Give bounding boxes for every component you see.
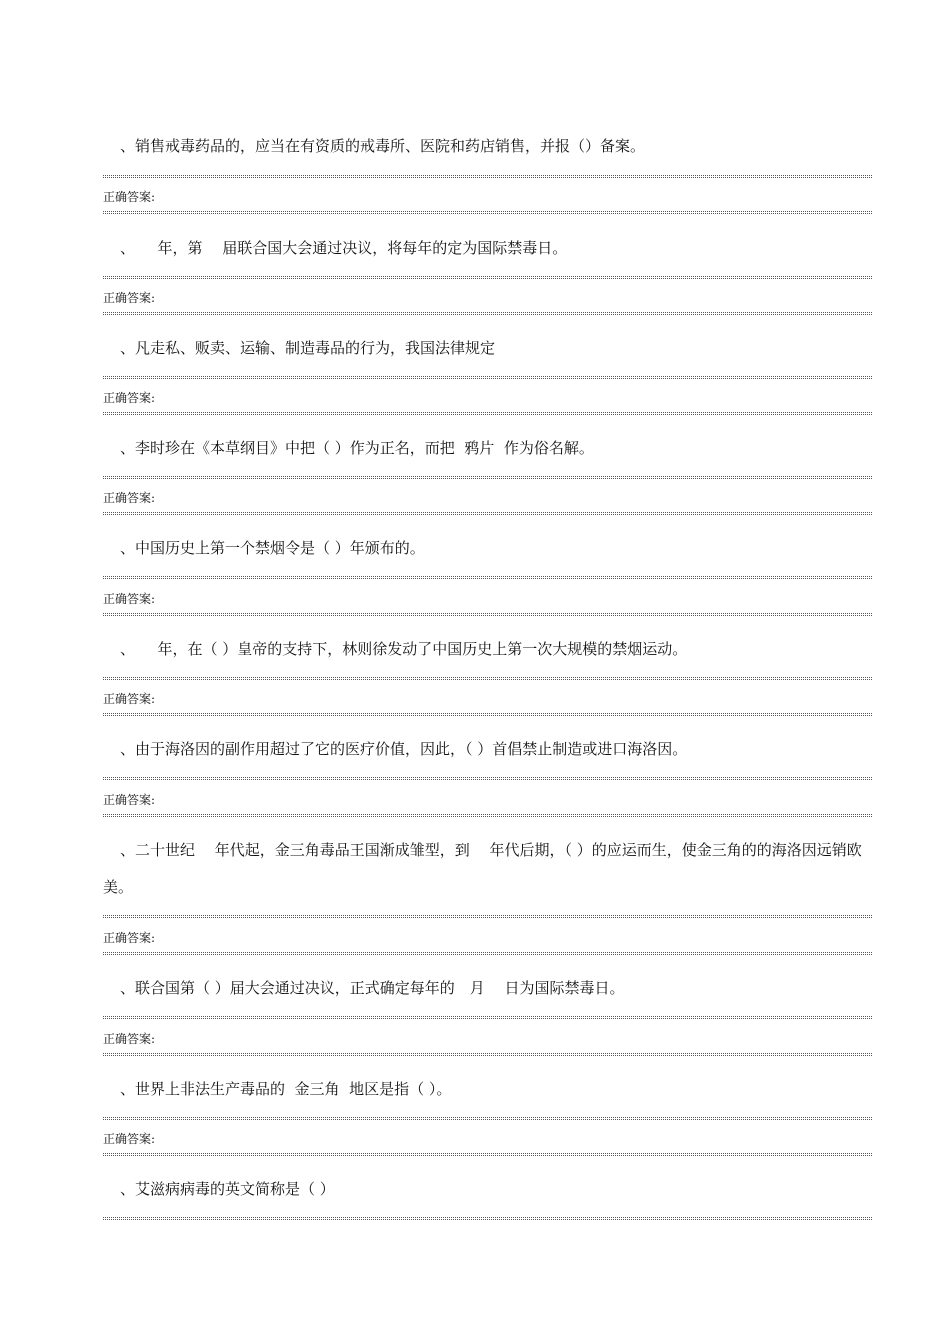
divider [103, 915, 872, 918]
question-9: 、联合国第（ ）届大会通过决议，正式确定每年的 月 日为国际禁毒日。 [120, 979, 625, 997]
divider [103, 1117, 872, 1120]
divider [103, 1217, 872, 1220]
divider [103, 777, 872, 780]
question-2: 、 年，第 届联合国大会通过决议，将每年的定为国际禁毒日。 [120, 239, 568, 257]
question-5: 、中国历史上第一个禁烟令是（ ）年颁布的。 [120, 539, 425, 557]
answer-label-4: 正确答案: [103, 491, 156, 505]
divider [103, 276, 872, 279]
answer-label-6: 正确答案: [103, 692, 156, 706]
divider [103, 1053, 872, 1056]
divider [103, 713, 872, 716]
divider [103, 312, 872, 315]
answer-label-5: 正确答案: [103, 592, 156, 606]
divider [103, 512, 872, 515]
divider [103, 376, 872, 379]
divider [103, 211, 872, 214]
answer-label-3: 正确答案: [103, 391, 156, 405]
divider [103, 576, 872, 579]
question-11: 、艾滋病病毒的英文简称是（ ） [120, 1180, 335, 1198]
divider [103, 677, 872, 680]
answer-label-1: 正确答案: [103, 190, 156, 204]
question-10: 、世界上非法生产毒品的 金三角 地区是指（ ）。 [120, 1080, 452, 1098]
answer-label-9: 正确答案: [103, 1032, 156, 1046]
question-4: 、李时珍在《本草纲目》中把（ ）作为正名，而把 鸦片 作为俗名解。 [120, 439, 594, 457]
divider [103, 1016, 872, 1019]
divider [103, 814, 872, 817]
question-8: 、二十世纪 年代起，金三角毒品王国渐成雏型，到 年代后期，（ ）的应运而生，使金三角的的海洛因远销欧美。 [103, 841, 862, 896]
answer-label-7: 正确答案: [103, 793, 156, 807]
divider [103, 175, 872, 178]
question-6: 、 年，在（ ）皇帝的支持下，林则徐发动了中国历史上第一次大规模的禁烟运动。 [120, 640, 688, 658]
divider [103, 613, 872, 616]
answer-label-2: 正确答案: [103, 291, 156, 305]
question-7: 、由于海洛因的副作用超过了它的医疗价值，因此，（ ）首倡禁止制造或进口海洛因。 [120, 740, 688, 758]
divider [103, 1153, 872, 1156]
answer-label-8: 正确答案: [103, 931, 156, 945]
question-1: 、销售戒毒药品的，应当在有资质的戒毒所、医院和药店销售，并报（）备案。 [120, 137, 646, 155]
divider [103, 412, 872, 415]
divider [103, 476, 872, 479]
answer-label-10: 正确答案: [103, 1132, 156, 1146]
question-3: 、凡走私、贩卖、运输、制造毒品的行为，我国法律规定 [120, 339, 496, 357]
divider [103, 952, 872, 955]
